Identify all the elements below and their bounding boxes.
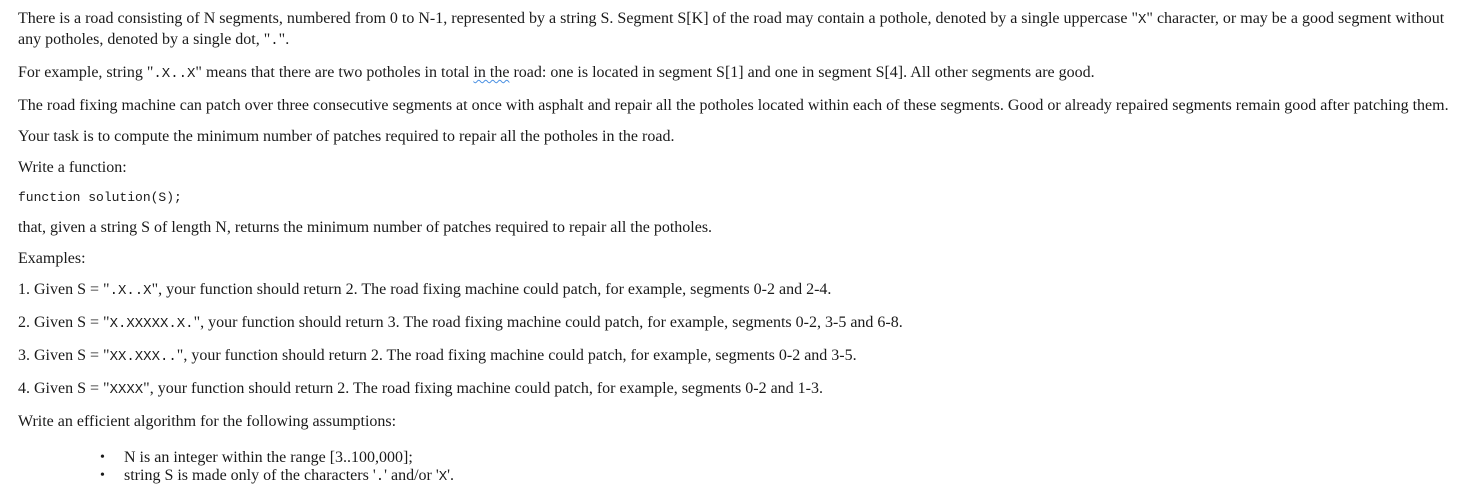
example-item-2 xyxy=(18,313,1454,334)
example-text-b: " means that there are two potholes in total xyxy=(195,64,474,81)
example-string: .X..X xyxy=(153,66,196,82)
bullet-icon: • xyxy=(100,450,105,465)
example-suffix: ", your function should return 2. The road fixing machine could patch, for example, segments 0-2 and 2-4. xyxy=(151,281,832,298)
function-signature: function solution(S); xyxy=(18,190,182,205)
assumption-text: N is an integer within the range [3..100,000]; xyxy=(124,449,413,466)
example-prefix: 3. Given S = " xyxy=(18,347,110,364)
example-prefix: 4. Given S = " xyxy=(18,380,110,397)
assumption-text-b: ' and/or ' xyxy=(384,467,439,484)
assumption-text-c: '. xyxy=(447,467,455,484)
example-text-c: road: one is located in segment S[1] and one in segment S[4]. All other segments are good. xyxy=(509,64,1095,81)
example-item-4 xyxy=(18,379,1454,400)
spellcheck-squiggle[interactable]: in the xyxy=(473,64,510,81)
dot-char: . xyxy=(375,469,385,485)
intro-text-b: " character, or may be a good segment without any potholes, denoted by a single dot, " xyxy=(18,10,1445,48)
pothole-char: X xyxy=(1138,12,1147,28)
intro-text-a: There is a road consisting of N segments, numbered from 0 to N-1, represented by a string S. Segment S[K] of the road may contain a pothole, denoted by a single uppercase " xyxy=(18,10,1139,27)
example-item-1 xyxy=(18,280,1454,301)
assumptions-label: Write an efficient algorithm for the following assumptions: xyxy=(18,413,397,430)
task-paragraph: Your task is to compute the minimum number of patches required to repair all the potholes in the road. xyxy=(18,128,675,145)
example-prefix: 2. Given S = " xyxy=(18,314,110,331)
pothole-char: X xyxy=(438,469,448,485)
bullet-icon: • xyxy=(100,468,105,483)
machine-paragraph: The road fixing machine can patch over three consecutive segments at once with asphalt and repair all the potholes located within each of these segments. Good or already repaired segments remain good after patching them. xyxy=(18,97,1449,114)
assumption-item xyxy=(100,449,1454,467)
example-prefix: 1. Given S = " xyxy=(18,281,110,298)
assumptions-list xyxy=(18,449,1454,486)
example-suffix: ", your function should return 3. The road fixing machine could patch, for example, segments 0-2, 3-5 and 6-8. xyxy=(193,314,903,331)
intro-paragraph xyxy=(18,9,1454,51)
intro-text-c: ". xyxy=(278,31,290,48)
assumption-text-a: string S is made only of the characters ' xyxy=(124,467,376,484)
example-code: XXXX xyxy=(109,382,144,398)
example-code: .X..X xyxy=(109,283,152,299)
example-suffix: ", your function should return 2. The road fixing machine could patch, for example, segments 0-2 and 1-3. xyxy=(143,380,824,397)
dot-char: . xyxy=(270,33,279,49)
example-suffix: ", your function should return 2. The road fixing machine could patch, for example, segments 0-2 and 3-5. xyxy=(176,347,857,364)
assumption-item xyxy=(100,467,1454,486)
write-function-label: Write a function: xyxy=(18,159,127,176)
example-code: XX.XXX.. xyxy=(109,349,177,365)
example-item-3 xyxy=(18,346,1454,367)
returns-paragraph: that, given a string S of length N, returns the minimum number of patches required to repair all the potholes. xyxy=(18,219,713,236)
example-paragraph xyxy=(18,63,1454,84)
example-text-a: For example, string " xyxy=(18,64,154,81)
examples-label: Examples: xyxy=(18,250,86,267)
example-code: X.XXXXX.X. xyxy=(109,316,194,332)
